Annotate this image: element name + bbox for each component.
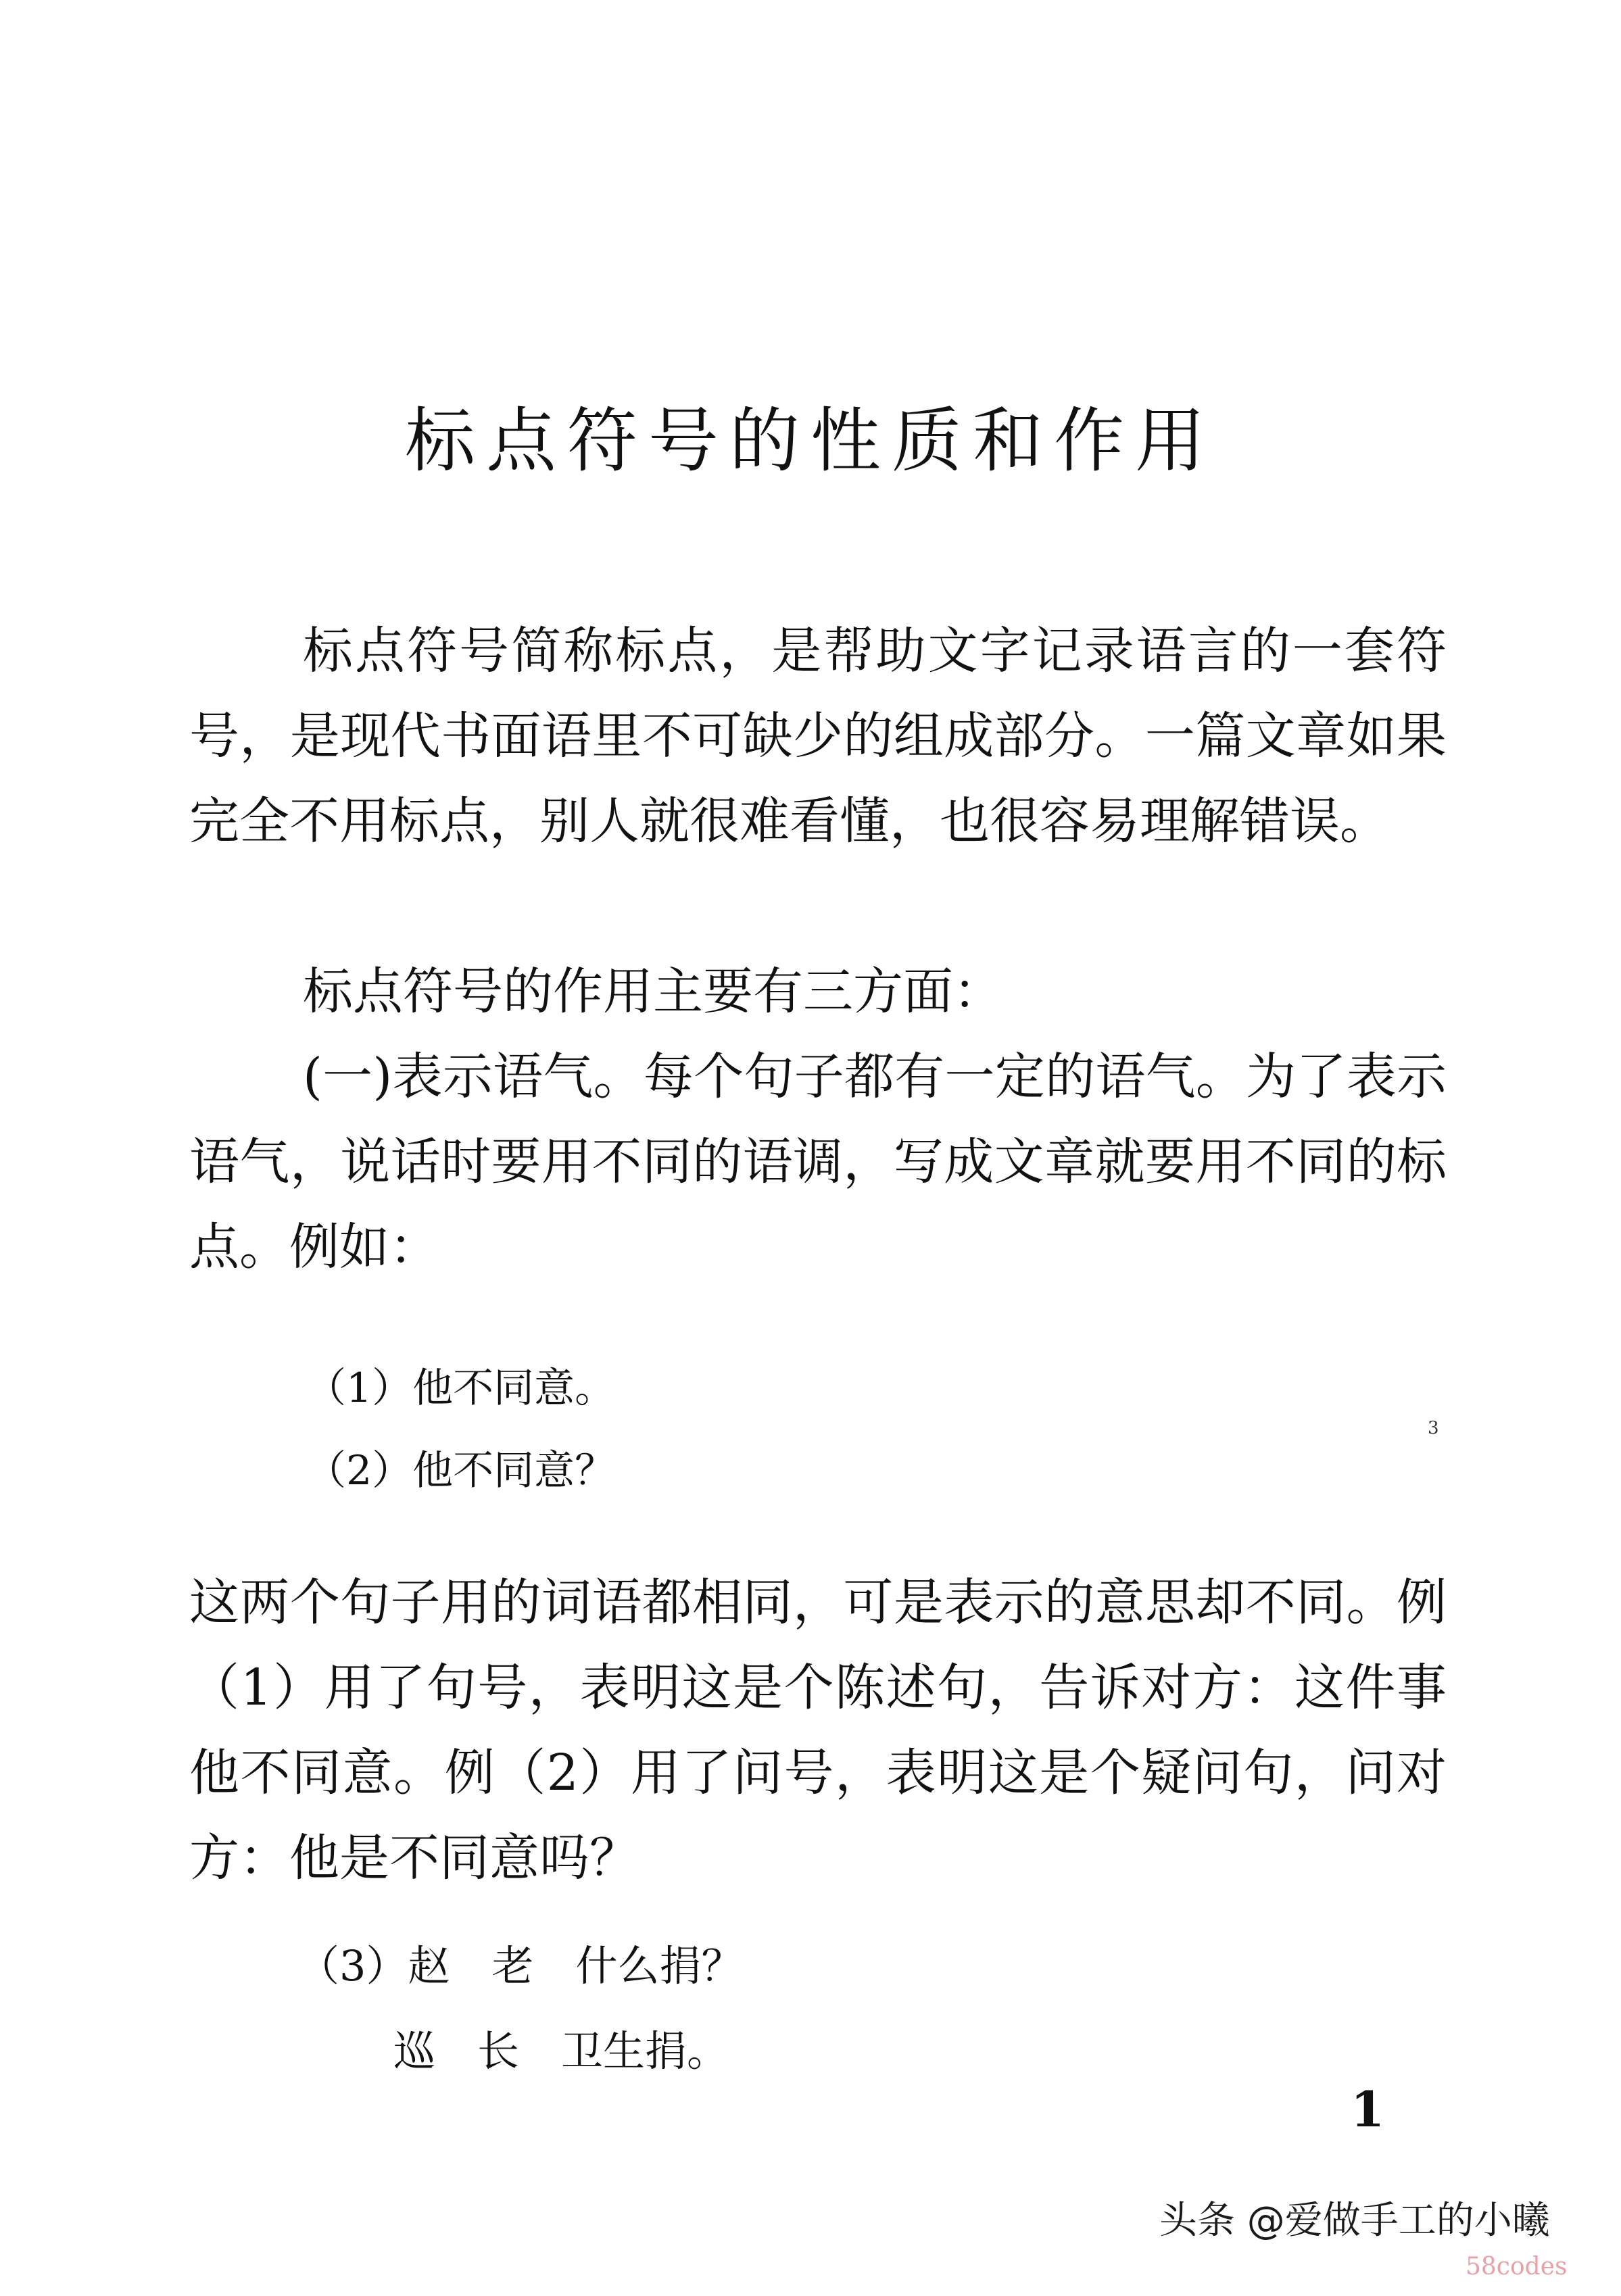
margin-mark: 3 <box>1428 1418 1439 1438</box>
example-1: （1）他不同意。 <box>306 1365 616 1412</box>
paragraph-explanation: 这两个句子用的词语都相同，可是表示的意思却不同。例（1）用了句号，表明这是个陈述句，告诉对方：这件事他不同意。例（2）用了问号，表明这是个疑问句，问对方：他是不同意吗？ <box>189 1573 1447 1887</box>
page-number: 1 <box>1351 2080 1385 2138</box>
paragraph-definition: 标点符号简称标点，是帮助文字记录语言的一套符号，是现代书面语里不可缺少的组成部分。一篇文章如果完全不用标点，别人就很难看懂，也很容易理解错误。 <box>189 622 1447 850</box>
example-3-line-1: （3）赵 老 什么捐？ <box>297 1941 744 1990</box>
paragraph-tone: (一)表示语气。每个句子都有一定的语气。为了表示语气，说话时要用不同的语调，写成文章就要用不同的标点。例如： <box>189 1048 1447 1276</box>
watermark: 头条 @爱做手工的小曦 <box>1159 2199 1550 2243</box>
paragraph-functions-intro: 标点符号的作用主要有三方面： <box>303 962 1003 1021</box>
page-title: 标点符号的性质和作用 <box>404 399 1216 482</box>
example-2: （2）他不同意？ <box>306 1447 616 1494</box>
watermark-site: 58codes <box>1466 2253 1568 2280</box>
example-3-line-2: 巡 长 卫生捐。 <box>393 2026 729 2076</box>
